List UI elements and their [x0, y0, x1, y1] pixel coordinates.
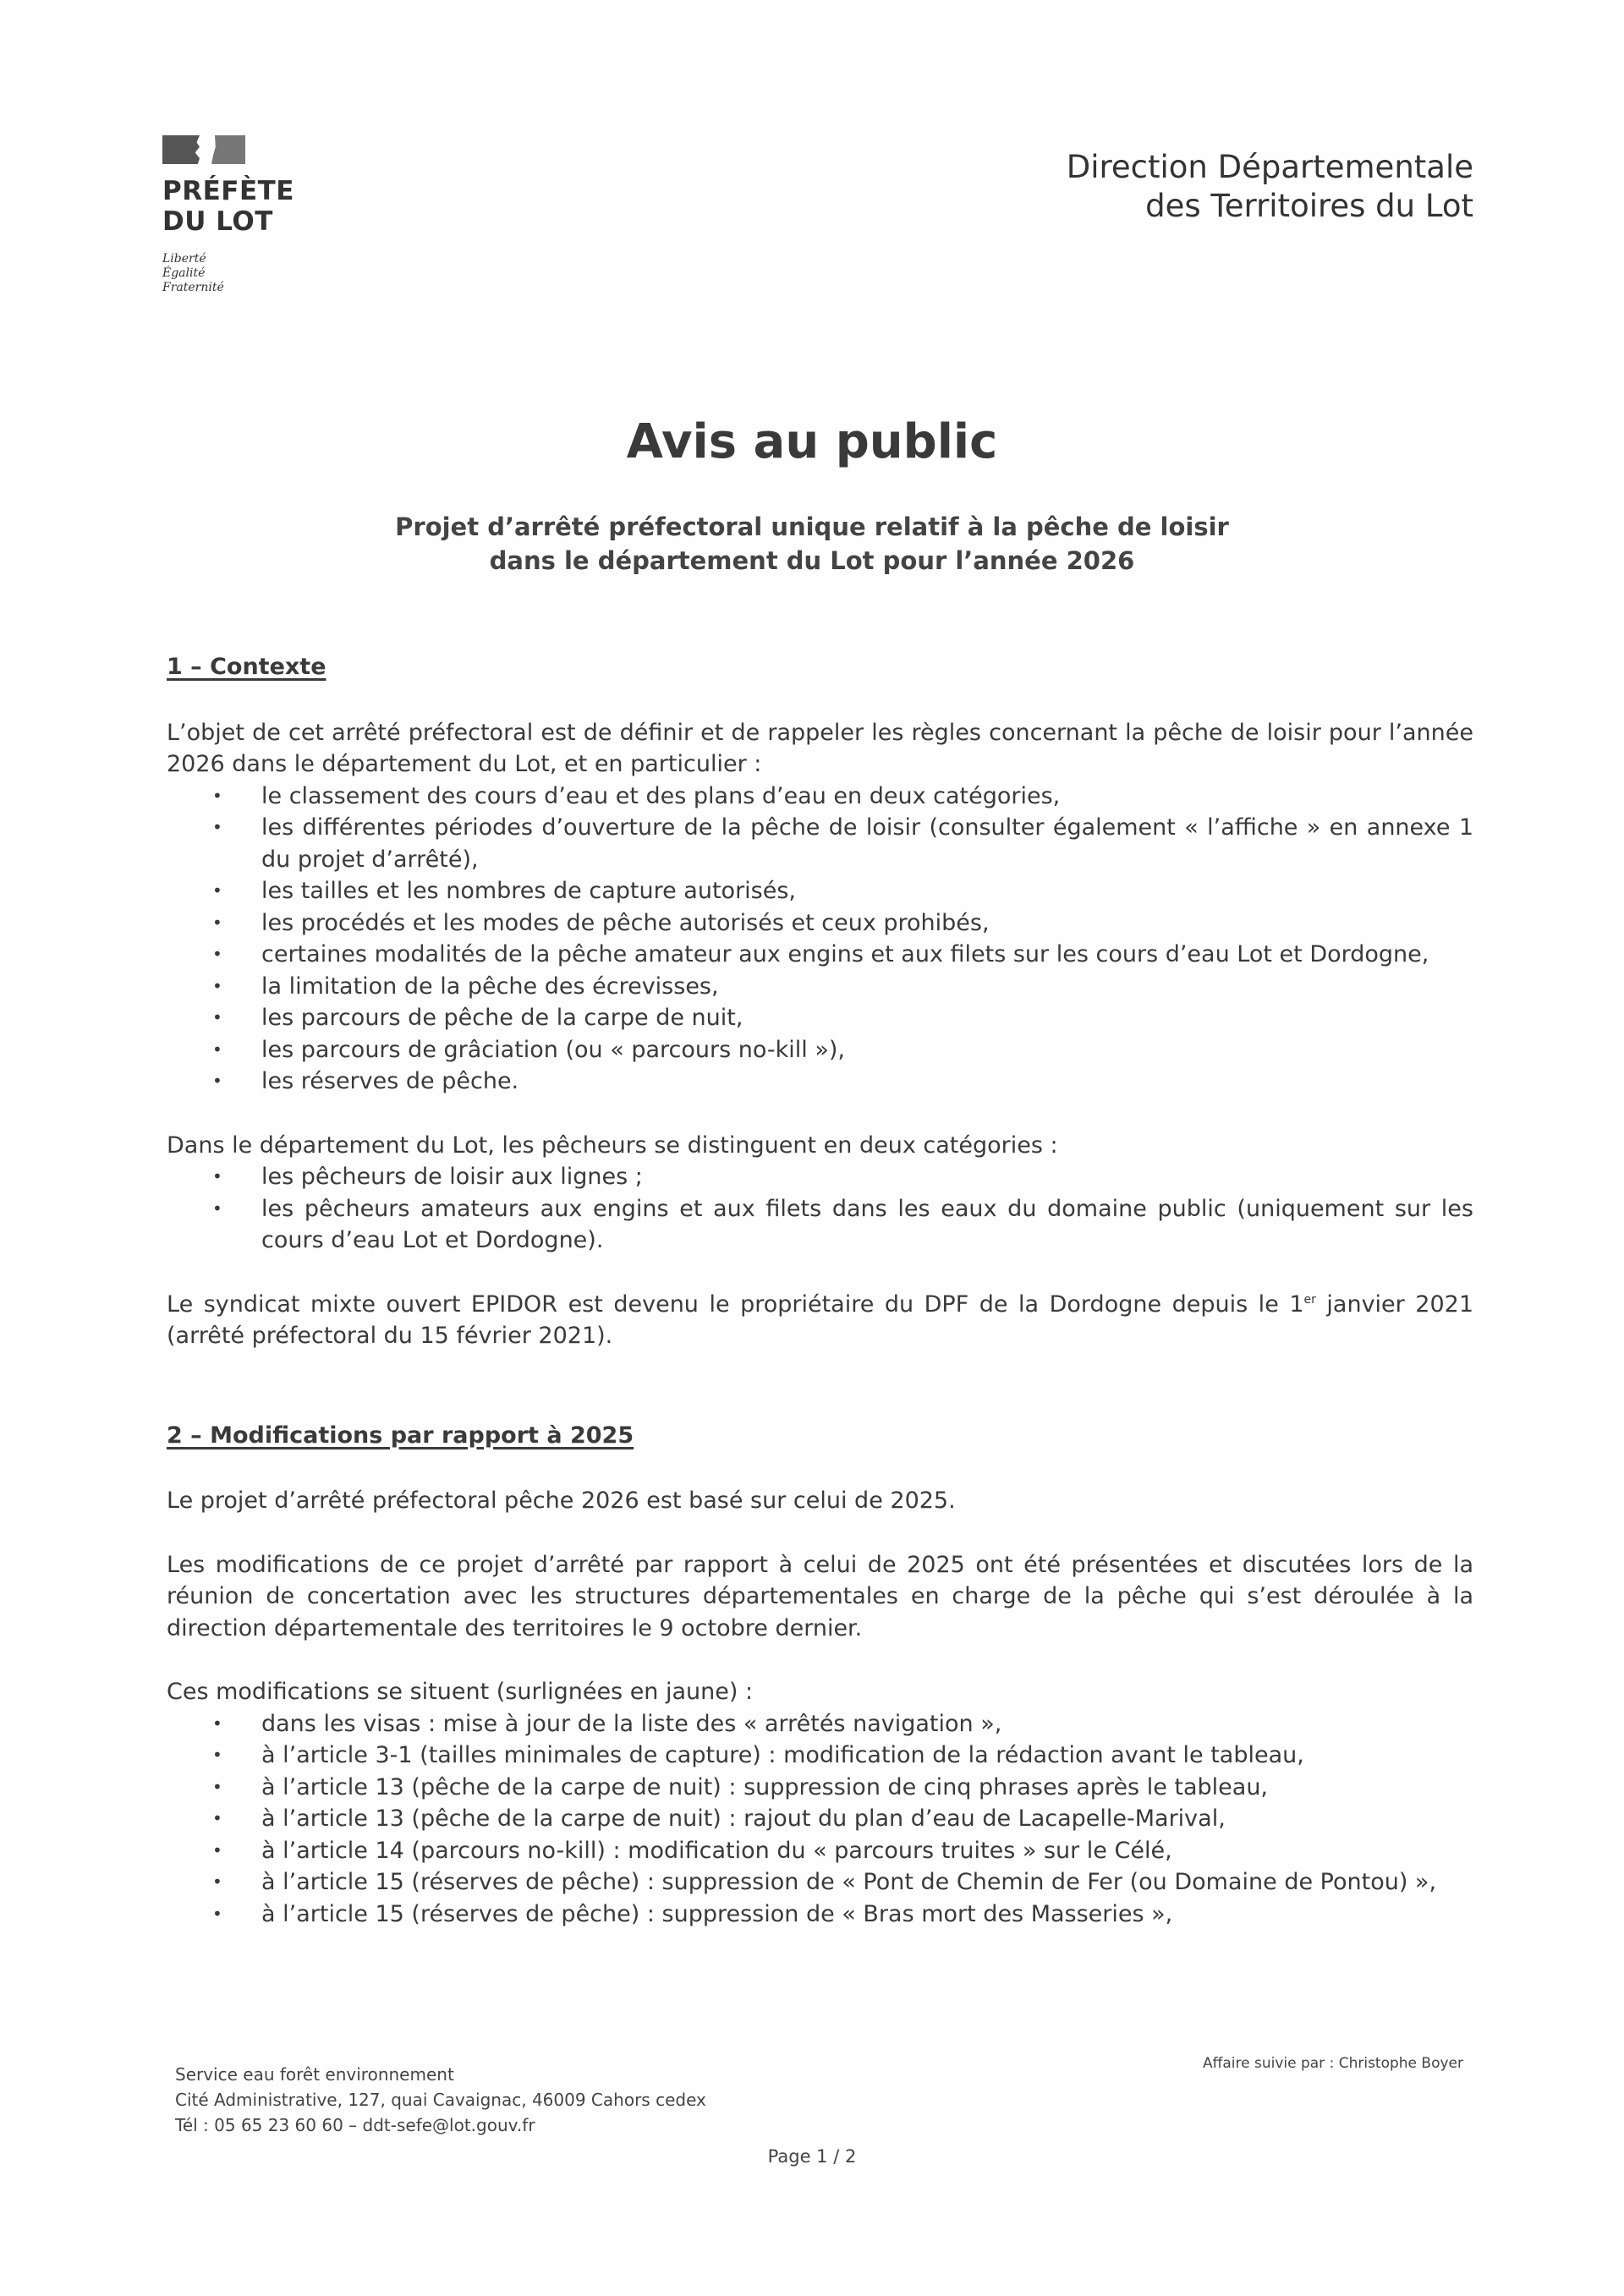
- bullet-icon: •: [212, 1903, 222, 1924]
- motto-egalite: Égalité: [162, 266, 206, 280]
- logo-title-line2: DU LOT: [162, 206, 273, 237]
- footer-address: Cité Administrative, 127, quai Cavaignac, 46009 Cahors cedex: [175, 2090, 706, 2110]
- republic-motto: [162, 252, 332, 295]
- bullet-icon: •: [212, 1071, 222, 1091]
- page-subtitle: [0, 510, 1624, 578]
- contexte-list: [167, 781, 1473, 1098]
- list-item: • certaines modalités de la pêche amateur aux engins et aux filets sur les cours d’eau Lot et Dordogne,: [167, 939, 1473, 971]
- list-item: • le classement des cours d’eau et des plans d’eau en deux catégories,: [167, 781, 1473, 813]
- list-item: • la limitation de la pêche des écrevisses,: [167, 971, 1473, 1003]
- footer-followed-by: Affaire suivie par : Christophe Boyer: [1203, 2055, 1463, 2072]
- subtitle-line1: Projet d’arrêté préfectoral unique relatif à la pêche de loisir: [395, 512, 1229, 541]
- bullet-icon: •: [212, 785, 222, 806]
- department-header: [1067, 148, 1473, 226]
- changes-list: [167, 1708, 1473, 1931]
- list-item: • les parcours de pêche de la carpe de nuit,: [167, 1002, 1473, 1034]
- department-line2: des Territoires du Lot: [1145, 188, 1473, 224]
- page-title: Avis au public: [626, 414, 998, 469]
- footer-contact: [175, 2062, 706, 2138]
- list-item: • dans les visas : mise à jour de la liste des « arrêtés navigation »,: [167, 1708, 1473, 1740]
- bullet-icon: •: [212, 912, 222, 933]
- list-item: • les parcours de grâciation (ou « parcours no-kill »),: [167, 1034, 1473, 1066]
- list-item: • à l’article 15 (réserves de pêche) : suppression de « Bras mort des Masseries »,: [167, 1899, 1473, 1931]
- bullet-icon: •: [212, 1038, 222, 1060]
- marianne-right-block: [211, 135, 245, 164]
- categories-list: [167, 1161, 1473, 1257]
- bullet-icon: •: [212, 975, 222, 996]
- bullet-icon: •: [212, 817, 222, 837]
- list-item: • à l’article 14 (parcours no-kill) : modification du « parcours truites » sur le Célé,: [167, 1835, 1473, 1867]
- list-item: • les procédés et les modes de pêche autorisés et ceux prohibés,: [167, 907, 1473, 940]
- document-body: [167, 651, 1473, 1930]
- motto-liberte: Liberté: [162, 252, 206, 266]
- bullet-icon: •: [212, 880, 222, 901]
- motto-fraternite: Fraternité: [162, 281, 224, 294]
- page-number: Page 1 / 2: [767, 2146, 857, 2167]
- epidor-paragraph: Le syndicat mixte ouvert EPIDOR est devenu le propriétaire du DPF de la Dordogne depuis le 1er janvier 2021 (arrêté préfectoral du 15 février 2021).: [167, 1290, 1474, 1349]
- bullet-icon: •: [212, 1745, 222, 1765]
- bullet-icon: •: [212, 1776, 222, 1797]
- section-heading-modifications: 2 – Modifications par rapport à 2025: [167, 1422, 634, 1449]
- department-line1: Direction Départementale: [1066, 149, 1473, 185]
- list-item: • les pêcheurs de loisir aux lignes ;: [167, 1161, 1473, 1193]
- prefecture-logo: [162, 135, 332, 295]
- bullet-icon: •: [212, 1197, 222, 1219]
- list-item: • à l’article 3-1 (tailles minimales de capture) : modification de la rédaction avant le tableau,: [167, 1740, 1473, 1772]
- footer-service: Service eau forêt environnement: [175, 2064, 454, 2085]
- marianne-left-block: [162, 135, 200, 164]
- list-item: • les pêcheurs amateurs aux engins et aux filets dans les eaux du domaine public (uniquement sur les cours d’eau Lot et Dordogne).: [167, 1193, 1473, 1257]
- section-heading-contexte: 1 – Contexte: [167, 654, 326, 680]
- bullet-icon: •: [212, 1839, 222, 1860]
- contexte-intro: L’objet de cet arrêté préfectoral est de définir et de rappeler les règles concernant la pêche de loisir pour l’année 2026 dans le département du Lot, et en particulier :: [167, 719, 1473, 777]
- list-item: • les réserves de pêche.: [167, 1066, 1473, 1098]
- list-item: • à l’article 13 (pêche de la carpe de nuit) : suppression de cinq phrases après le tableau,: [167, 1772, 1473, 1804]
- bullet-icon: •: [212, 944, 222, 964]
- bullet-icon: •: [212, 1871, 222, 1892]
- list-item: • les tailles et les nombres de capture autorisés,: [167, 875, 1473, 907]
- modifications-para2: Les modifications de ce projet d’arrêté par rapport à celui de 2025 ont été présentées et discutées lors de la réunion de concertation avec les structures départementales en charge de la pêche qui s’est déroulée à la direction départementale des territoires le 9 octobre dernier.: [167, 1551, 1473, 1641]
- modifications-para1: Le projet d’arrêté préfectoral pêche 2026 est basé sur celui de 2025.: [167, 1488, 956, 1514]
- bullet-icon: •: [212, 1712, 222, 1734]
- marianne-logo-icon: [162, 135, 332, 164]
- footer-phone-email: Tél : 05 65 23 60 60 – ddt-sefe@lot.gouv.fr: [175, 2115, 535, 2135]
- subtitle-line2: dans le département du Lot pour l’année 2026: [489, 546, 1135, 575]
- categories-intro: Dans le département du Lot, les pêcheurs se distinguent en deux catégories :: [167, 1132, 1058, 1159]
- list-item: • les différentes périodes d’ouverture de la pêche de loisir (consulter également « l’affiche » en annexe 1 du projet d’arrêté),: [167, 812, 1473, 875]
- changes-intro: Ces modifications se situent (surlignées en jaune) :: [167, 1679, 754, 1705]
- bullet-icon: •: [212, 1808, 222, 1828]
- bullet-icon: •: [212, 1007, 222, 1027]
- bullet-icon: •: [212, 1166, 222, 1186]
- list-item: • à l’article 15 (réserves de pêche) : suppression de « Pont de Chemin de Fer (ou Domaine de Pontou) »,: [167, 1866, 1473, 1899]
- logo-title-line1: PRÉFÈTE: [162, 176, 294, 206]
- list-item: • à l’article 13 (pêche de la carpe de nuit) : rajout du plan d’eau de Lacapelle-Marival,: [167, 1803, 1473, 1835]
